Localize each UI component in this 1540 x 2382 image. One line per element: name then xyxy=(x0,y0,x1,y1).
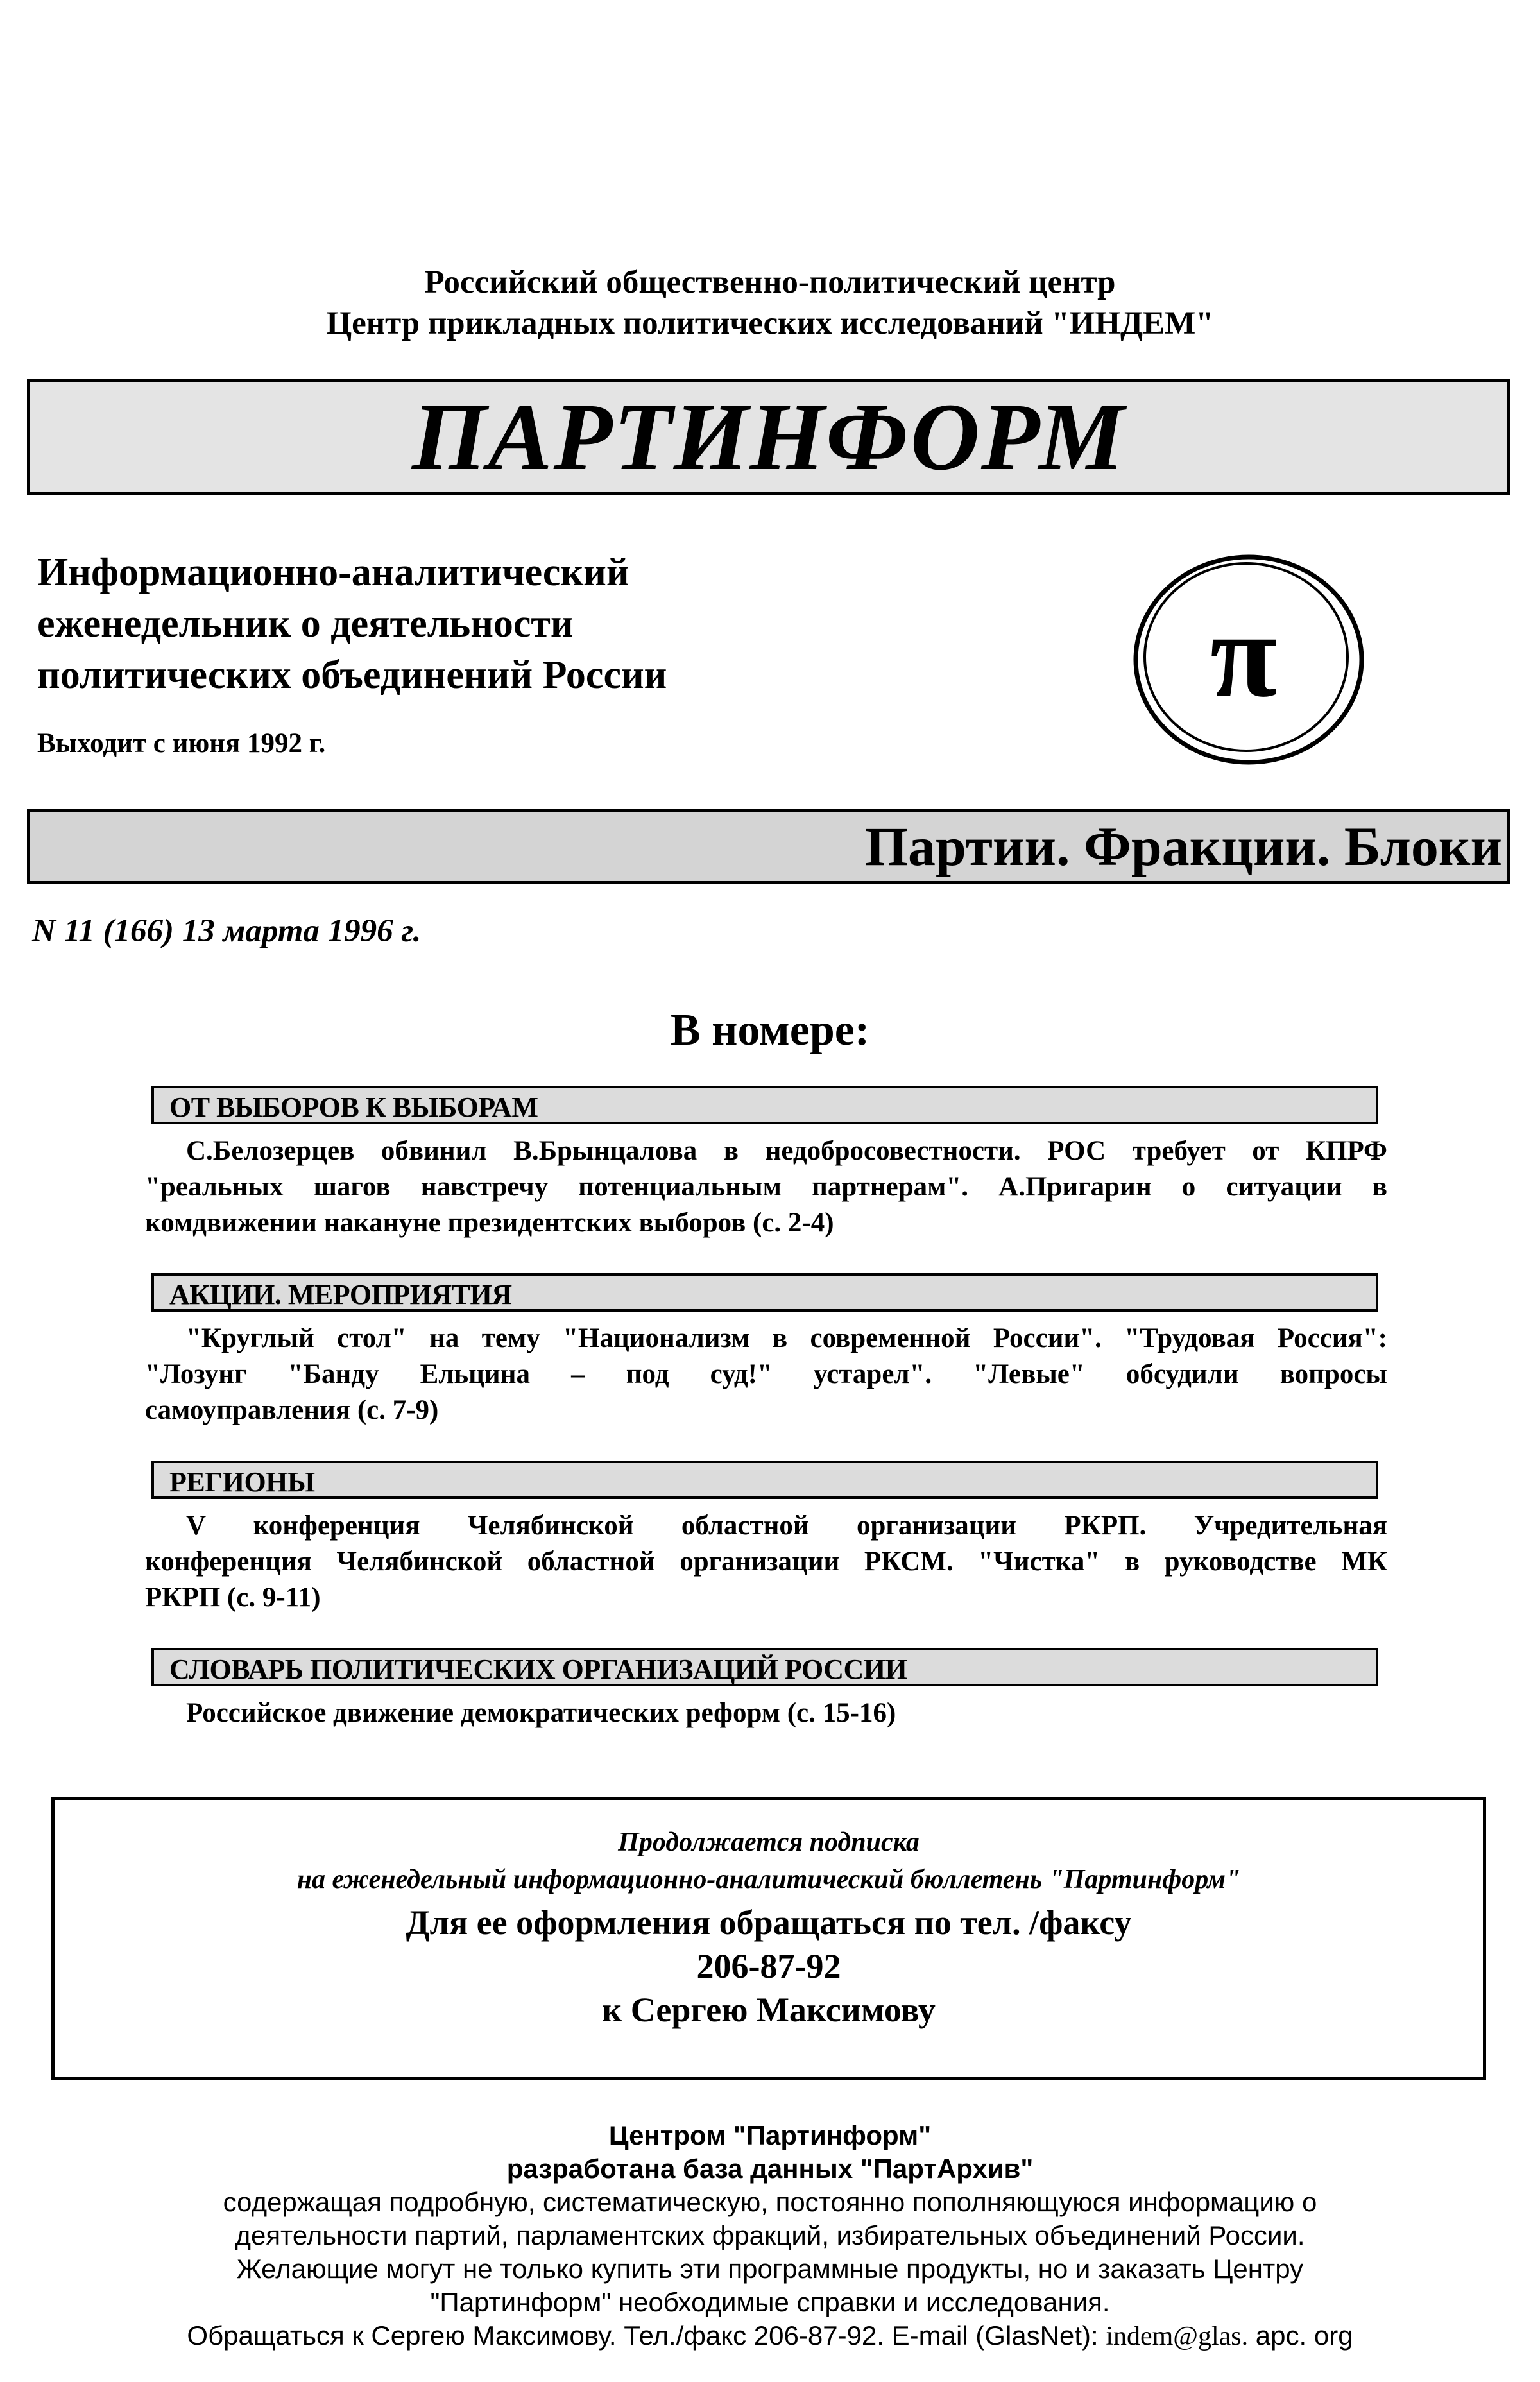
database-line: Центром "Партинформ" xyxy=(608,2120,932,2150)
publication-description xyxy=(37,547,807,701)
subscription-line: Продолжается подписка xyxy=(618,1828,920,1857)
summary-line: самоуправления (с. 7-9) xyxy=(145,1395,439,1425)
contact-text: Обращаться к Сергею Максимову. Тел./факс 206-87-92. E-mail (GlasNet): xyxy=(187,2320,1106,2351)
database-line: Желающие могут не только купить эти программные продукты, но и заказать Центру xyxy=(236,2254,1304,2284)
contents-title: В номере: xyxy=(670,1006,870,1055)
database-contact-line xyxy=(0,2319,1540,2353)
summary-line: РКРП (с. 9-11) xyxy=(145,1582,321,1613)
publication-since: Выходит с июня 1992 г. xyxy=(37,728,326,758)
database-line: содержащая подробную, систематическую, постоянно пополняющуюся информацию о xyxy=(223,2187,1317,2217)
summary-line: "Круглый стол" на тему "Национализм в современной России". "Трудовая Россия": xyxy=(186,1323,1387,1353)
database-line: "Партинформ" необходимые справки и исследования. xyxy=(430,2287,1110,2317)
section-heading: РЕГИОНЫ xyxy=(151,1461,1378,1499)
pi-symbol: π xyxy=(1210,588,1278,723)
subscription-phone: 206-87-92 xyxy=(696,1947,841,1985)
database-line: деятельности партий, парламентских фракций, избирательных объединений России. xyxy=(235,2220,1305,2250)
section-summary xyxy=(145,1695,1387,1731)
email-address[interactable]: indem@glas. xyxy=(1106,2322,1249,2351)
database-line: разработана база данных "ПартАрхив" xyxy=(506,2154,1034,2184)
description-line: Информационно-аналитический xyxy=(37,551,629,594)
summary-line: конференция Челябинской областной организации РКСМ. "Чистка" в руководстве МК xyxy=(145,1547,1387,1577)
pi-circle-logo xyxy=(1128,549,1372,767)
section-summary xyxy=(145,1321,1387,1428)
summary-line: комдвижении накануне президентских выборов (с. 2-4) xyxy=(145,1208,834,1238)
description-line: еженедельник о деятельности xyxy=(37,602,574,646)
rubric-title: Партии. Фракции. Блоки xyxy=(865,816,1502,877)
summary-line: "Лозунг "Банду Ельцина – под суд!" устарел". "Левые" обсудили вопросы xyxy=(145,1359,1387,1389)
summary-line: "реальных шагов навстречу потенциальным партнерам". А.Пригарин о ситуации в xyxy=(145,1172,1387,1202)
email-address-domain[interactable]: apc. org xyxy=(1248,2320,1353,2351)
subscription-line: Для ее оформления обращаться по тел. /факсу xyxy=(406,1903,1132,1942)
research-center-name: Центр прикладных политических исследований "ИНДЕМ" xyxy=(326,305,1214,341)
masthead-banner xyxy=(27,379,1510,495)
summary-line: С.Белозерцев обвинил В.Брынцалова в недобросовестности. РОС требует от КПРФ xyxy=(186,1136,1387,1166)
summary-line: V конференция Челябинской областной организации РКРП. Учредительная xyxy=(186,1511,1387,1541)
section-summary xyxy=(145,1133,1387,1241)
publisher-name: Российский общественно-политический центр xyxy=(424,264,1116,300)
section-heading: ОТ ВЫБОРОВ К ВЫБОРАМ xyxy=(151,1086,1378,1124)
description-line: политических объединений России xyxy=(37,653,667,697)
subscription-line: на еженедельный информационно-аналитический бюллетень "Партинформ" xyxy=(296,1865,1241,1894)
subscription-contact: к Сергею Максимову xyxy=(602,1991,936,2029)
subscription-notice xyxy=(51,1797,1486,2080)
section-heading: АКЦИИ. МЕРОПРИЯТИЯ xyxy=(151,1273,1378,1312)
summary-line: Российское движение демократических реформ (с. 15-16) xyxy=(186,1698,896,1728)
section-summary xyxy=(145,1508,1387,1616)
rubric-banner xyxy=(27,809,1510,884)
masthead-title: ПАРТИНФОРМ xyxy=(411,384,1126,490)
section-heading: СЛОВАРЬ ПОЛИТИЧЕСКИХ ОРГАНИЗАЦИЙ РОССИИ xyxy=(151,1648,1378,1686)
issue-number: N 11 (166) 13 марта 1996 г. xyxy=(32,913,422,949)
